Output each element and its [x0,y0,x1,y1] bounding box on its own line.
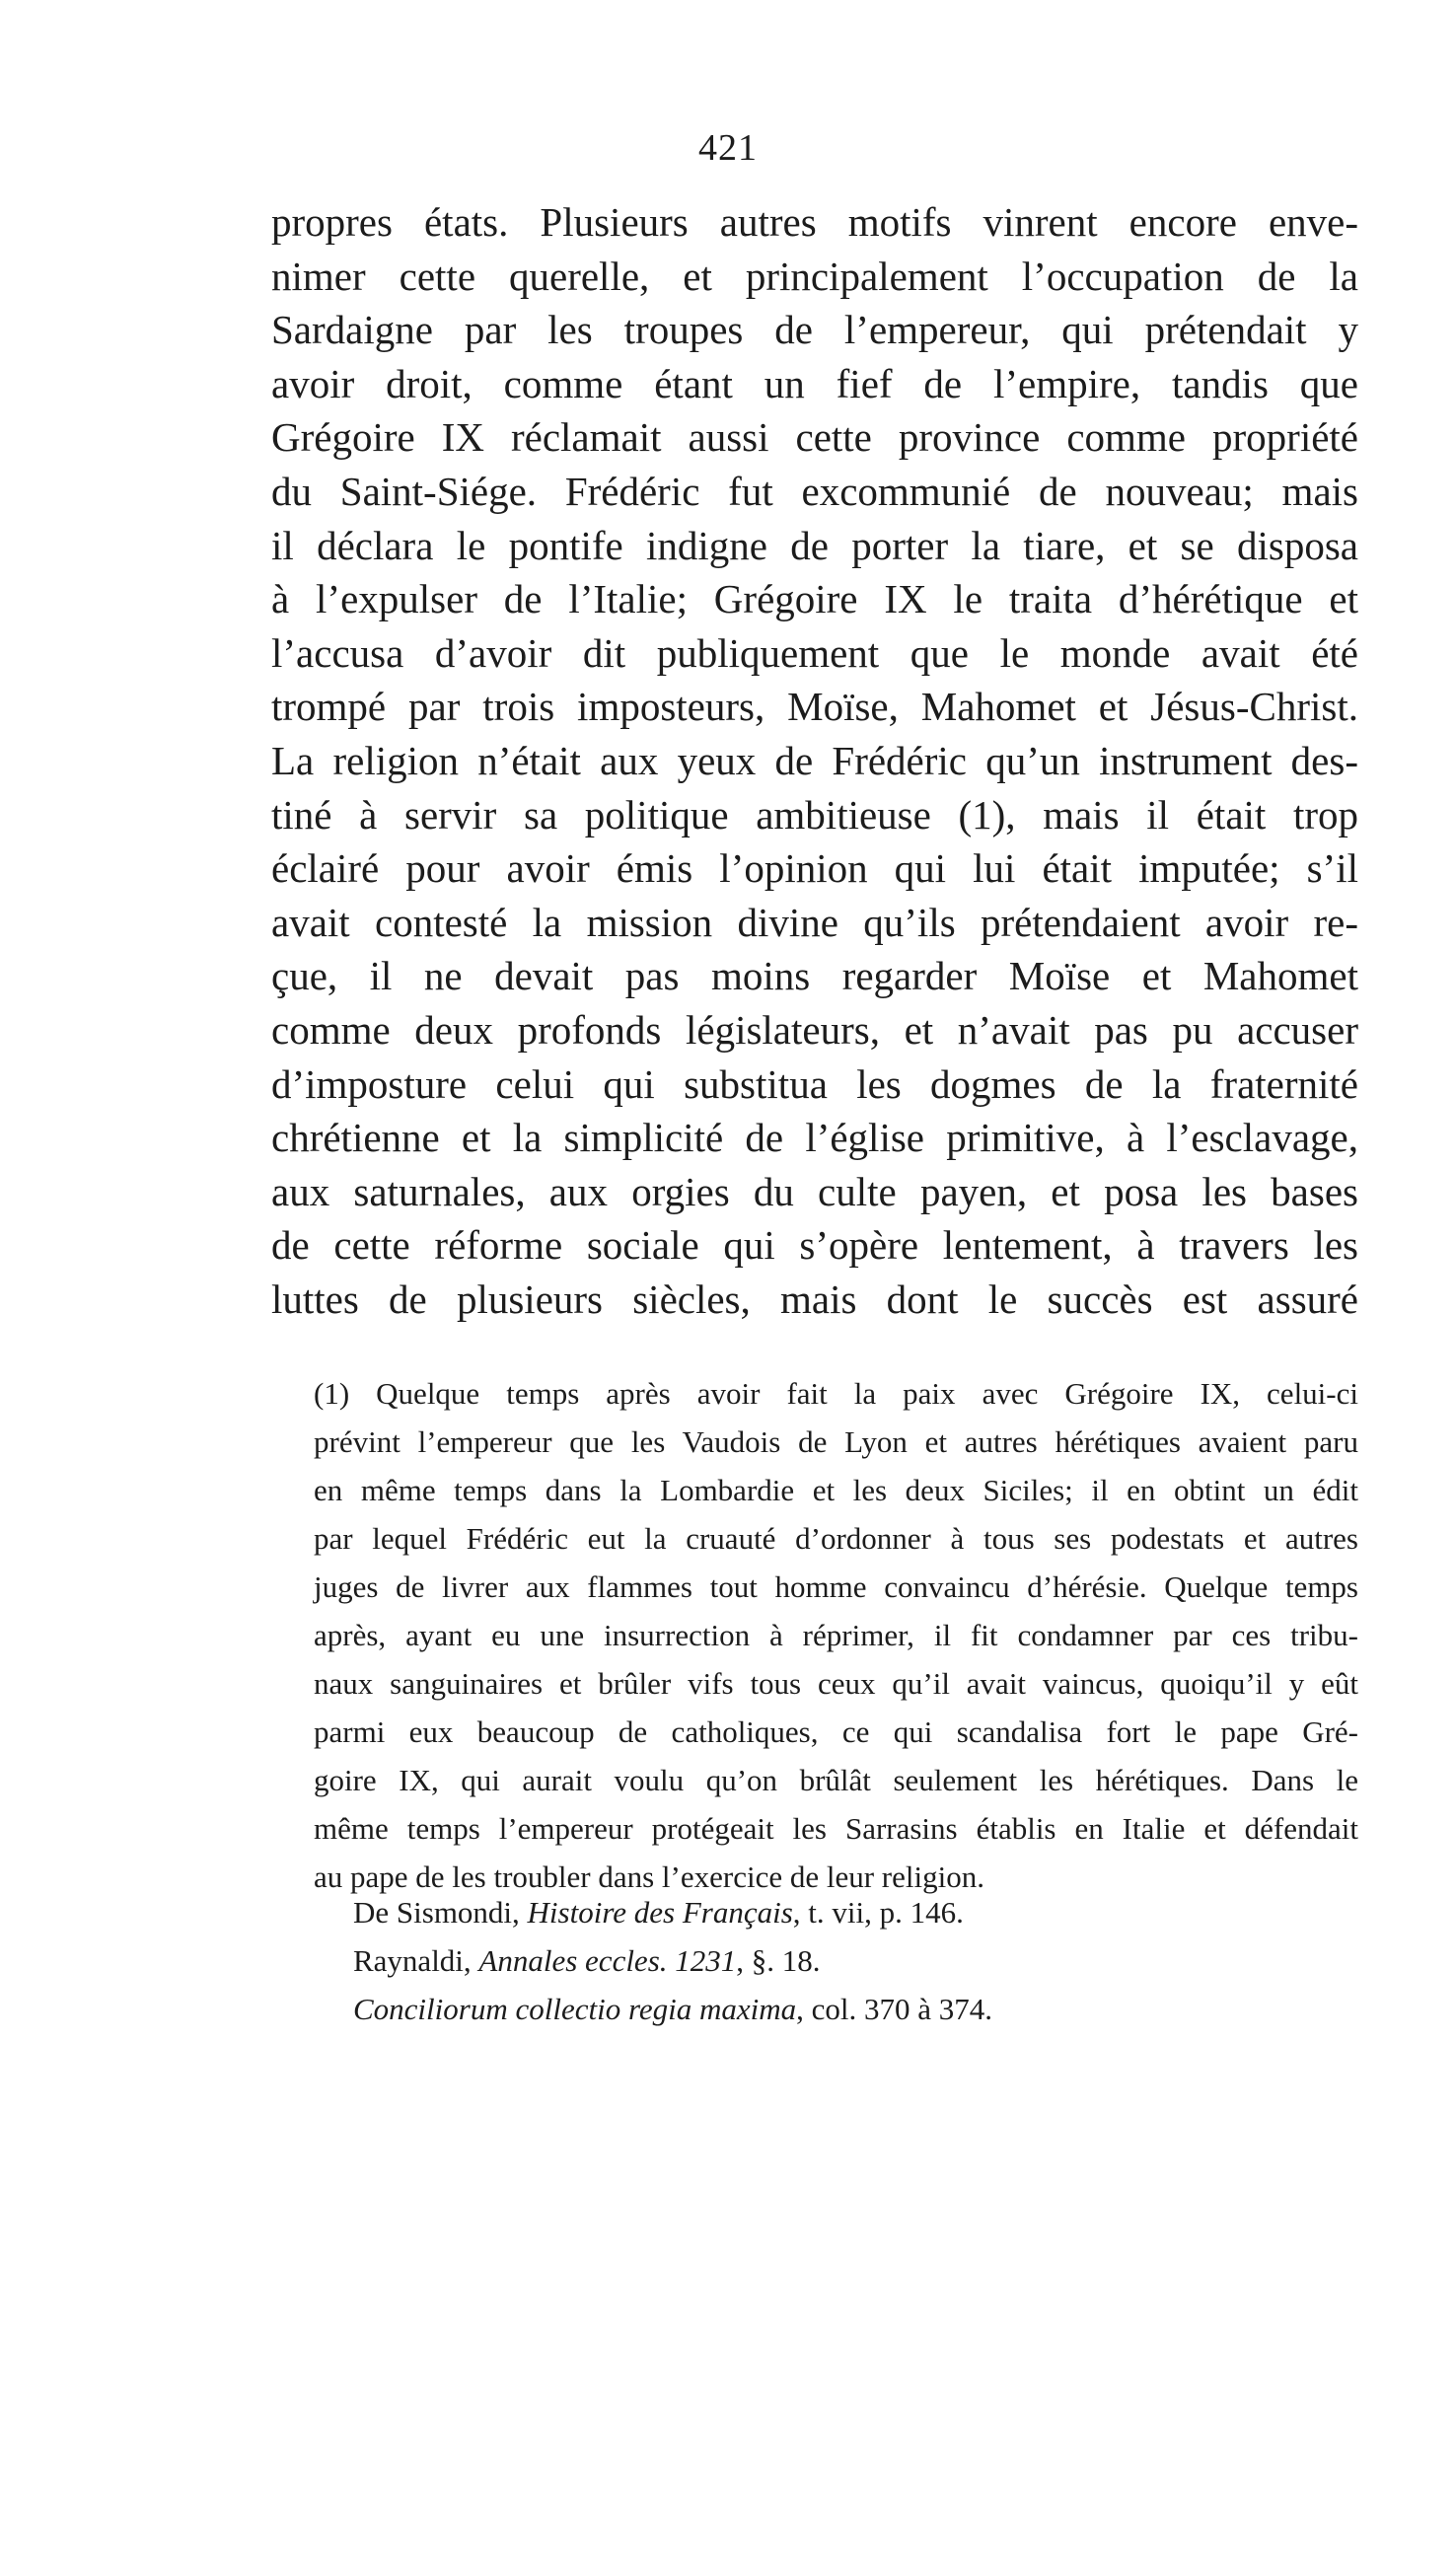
footnote-block [314,1369,1358,1901]
main-text-line: l’accusa d’avoir dit publiquement que le monde avait été [271,629,1358,676]
main-text-line: comme deux profonds législateurs, et n’avait pas pu accuser [271,1006,1358,1053]
footnote-line: (1) Quelque temps après avoir fait la paix avec Grégoire IX, celui-ci [314,1376,1358,1411]
main-text-line: éclairé pour avoir émis l’opinion qui lui était imputée; s’il [271,845,1358,892]
main-text-line: tiné à servir sa politique ambitieuse (1), mais il était trop [271,791,1358,838]
citation-location: , col. 370 à 374. [796,1992,993,2026]
main-text-block [271,195,1358,1326]
footnote-line: en même temps dans la Lombardie et les deux Siciles; il en obtint un édit [314,1473,1358,1507]
citation-author: Raynaldi, [353,1943,479,1978]
main-text-line: du Saint-Siége. Frédéric fut excommunié de nouveau; mais [271,468,1358,514]
main-text-line: chrétienne et la simplicité de l’église primitive, à l’esclavage, [271,1115,1358,1161]
citation-conciliorum [353,1985,1359,2033]
footnote-line: au pape de les troubler dans l’exercice de leur religion. [314,1859,984,1894]
main-text-line: il déclara le pontife indigne de porter la tiare, et se disposa [271,522,1358,568]
footnote-line: même temps l’empereur protégeait les Sarrasins établis en Italie et défendait [314,1811,1358,1846]
main-text-line: Sardaigne par les troupes de l’empereur, qui prétendait y [271,307,1358,353]
main-text-line: avoir droit, comme étant un fief de l’empire, tandis que [271,360,1358,406]
main-text-line: propres états. Plusieurs autres motifs vinrent encore enve- [271,199,1358,245]
citation-sismondi [353,1888,1359,1936]
citation-list [353,1888,1359,2033]
main-text-line: luttes de plusieurs siècles, mais dont le succès est assuré [271,1276,1358,1322]
main-text-line: de cette réforme sociale qui s’opère lentement, à travers les [271,1222,1358,1269]
citation-location: , t. vii, p. 146. [792,1895,964,1930]
citation-author: De Sismondi, [353,1895,528,1930]
citation-title: Conciliorum collectio regia maxima [353,1992,797,2026]
footnote-line: prévint l’empereur que les Vaudois de Lyon et autres hérétiques avaient paru [314,1424,1358,1459]
main-text-line: d’imposture celui qui substitua les dogmes de la fraternité [271,1060,1358,1107]
main-text-line: aux saturnales, aux orgies du culte payen, et posa les bases [271,1168,1358,1214]
footnote-line: parmi eux beaucoup de catholiques, ce qui scandalisa fort le pape Gré- [314,1714,1358,1749]
citation-title: Annales eccles. 1231 [478,1943,737,1978]
main-text-line: La religion n’était aux yeux de Frédéric qu’un instrument des- [271,737,1358,783]
main-text-line: Grégoire IX réclamait aussi cette province comme propriété [271,414,1358,461]
footnote-line: après, ayant eu une insurrection à réprimer, il fit condamner par ces tribu- [314,1618,1358,1652]
footnote-line: juges de livrer aux flammes tout homme convaincu d’hérésie. Quelque temps [314,1569,1358,1604]
main-text-line: trompé par trois imposteurs, Moïse, Mahomet et Jésus-Christ. [271,684,1358,730]
citation-title: Histoire des Français [527,1895,793,1930]
page-number: 421 [698,127,758,169]
main-text-line: avait contesté la mission divine qu’ils prétendaient avoir re- [271,899,1358,945]
main-text-line: çue, il ne devait pas moins regarder Moïse et Mahomet [271,953,1358,999]
main-text-line: à l’expulser de l’Italie; Grégoire IX le traita d’hérétique et [271,576,1358,622]
footnote-line: goire IX, qui aurait voulu qu’on brûlât seulement les hérétiques. Dans le [314,1763,1358,1797]
footnote-line: naux sanguinaires et brûler vifs tous ceux qu’il avait vaincus, quoiqu’il y eût [314,1666,1358,1701]
citation-raynaldi [353,1936,1359,1985]
main-text-line: nimer cette querelle, et principalement l’occupation de la [271,253,1358,299]
footnote-line: par lequel Frédéric eut la cruauté d’ordonner à tous ses podestats et autres [314,1521,1358,1556]
citation-location: , §. 18. [736,1943,821,1978]
